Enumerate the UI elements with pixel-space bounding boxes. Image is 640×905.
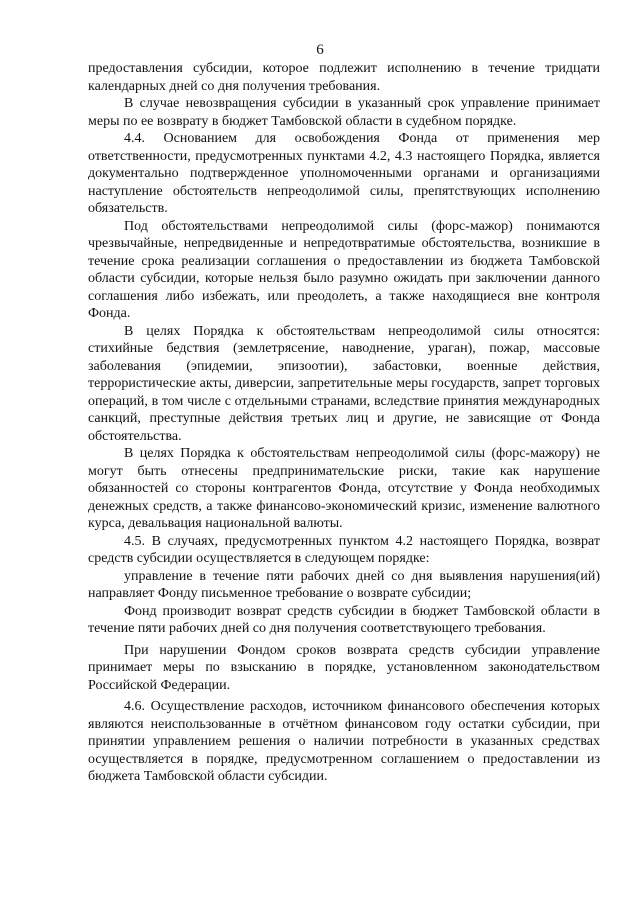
paragraph-force-majeure-list: В целях Порядка к обстоятельствам непреодолимой силы относятся: стихийные бедствия (землетрясение, наводнение, ураган), пожар, массовые заболевания (эпидемии, эпизоотии), забастовки, военные действия, террористические акты, диверсии, запретительные меры государств, запрет торговых операций, в том числе с отдельными странами, вследствие принятия международных санкций, преступные действия третьих лиц и другие, не зависящие от Фонда обстоятельства. <box>88 323 600 444</box>
paragraph-non-return: В случае невозвращения субсидии в указанный срок управление принимает меры по ее возврату в бюджет Тамбовской области в судебном порядке. <box>88 96 600 129</box>
page-number: 6 <box>316 42 324 58</box>
paragraph-force-majeure-exclusions: В целях Порядка к обстоятельствам непреодолимой силы (форс-мажору) не могут быть отнесены предпринимательские риски, такие как нарушение обязанностей со стороны контрагентов Фонда, отсутствие у Фонда необходимых денежных средств, а также финансово-экономический кризис, изменение валютного курса, девальвация национальной валюты. <box>88 446 600 531</box>
paragraph-4-6: 4.6. Осуществление расходов, источником финансового обеспечения которых являются неиспользованные в отчётном финансовом году остатки субсидии, при принятии управлением решения о наличии потребности в указанных средствах осуществляется в порядке, предусмотренном соглашением о предоставлении из бюджета Тамбовской области субсидии. <box>88 699 600 784</box>
paragraph-4-5: 4.5. В случаях, предусмотренных пунктом 4.2 настоящего Порядка, возврат средств субсидии осуществляется в следующем порядке: <box>88 533 600 566</box>
paragraph-demand: управление в течение пяти рабочих дней со дня выявления нарушения(ий) направляет Фонду письменное требование о возврате субсидии; <box>88 568 600 601</box>
document-body <box>88 60 600 786</box>
paragraph-4-4: 4.4. Основанием для освобождения Фонда от применения мер ответственности, предусмотренных пунктами 4.2, 4.3 настоящего Порядка, является документально подтвержденное уполномоченными органами и организациями наступление обстоятельств непреодолимой силы, препятствующих исполнению обязательств. <box>88 131 600 216</box>
paragraph-enforcement: При нарушении Фондом сроков возврата средств субсидии управление принимает меры по взысканию в порядке, установленном законодательством Российской Федерации. <box>88 642 600 693</box>
paragraph-force-majeure-definition: Под обстоятельствами непреодолимой силы (форс-мажор) понимаются чрезвычайные, непредвиденные и непредотвратимые обстоятельства, возникшие в течение срока реализации соглашения о предоставлении из бюджета Тамбовской области субсидии, которые нельзя было разумно ожидать при заключении данного соглашения либо избежать, или преодолеть, а также находящиеся вне контроля Фонда. <box>88 218 600 321</box>
paragraph-continuation: предоставления субсидии, которое подлежит исполнению в течение тридцати календарных дней со дня получения требования. <box>88 61 600 94</box>
paragraph-refund: Фонд производит возврат средств субсидии в бюджет Тамбовской области в течение пяти рабочих дней со дня получения соответствующего требования. <box>88 603 600 636</box>
